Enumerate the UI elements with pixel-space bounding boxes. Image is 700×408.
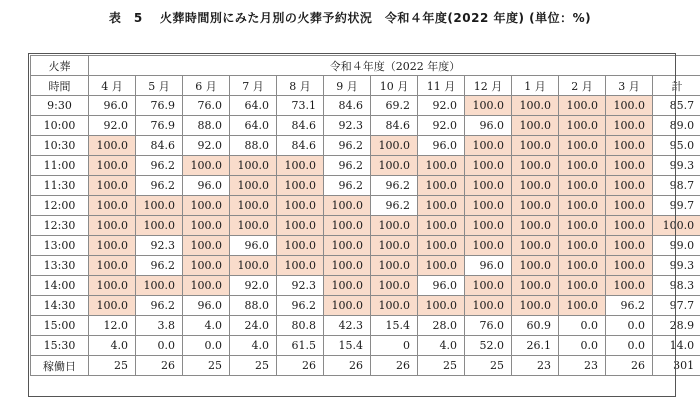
rate-cell: 100.0 [418,296,465,316]
operating-days-cell: 25 [230,356,277,376]
rate-cell: 100.0 [559,236,606,256]
time-label: 12:30 [31,216,89,236]
rate-cell: 100.0 [183,156,230,176]
total-column-header: 計 [653,76,700,96]
total-cell: 89.0 [653,116,700,136]
rate-cell: 15.4 [371,316,418,336]
rate-cell: 96.0 [418,276,465,296]
rate-cell: 100.0 [465,276,512,296]
operating-days-cell: 26 [324,356,371,376]
rate-cell: 92.0 [89,116,136,136]
rate-cell: 96.2 [136,296,183,316]
table-row [31,276,700,296]
rate-cell: 100.0 [465,176,512,196]
rate-cell: 100.0 [371,136,418,156]
rate-cell: 100.0 [324,216,371,236]
rate-cell: 100.0 [512,236,559,256]
rate-cell: 100.0 [559,276,606,296]
rate-cell: 100.0 [512,176,559,196]
rate-cell: 100.0 [606,196,653,216]
rate-cell: 96.2 [324,156,371,176]
rate-cell: 100.0 [136,196,183,216]
rate-cell: 92.0 [418,116,465,136]
rate-cell: 96.2 [324,176,371,196]
total-cell: 99.3 [653,156,700,176]
rate-cell: 0 [371,336,418,356]
month-column-header: 10 月 [371,76,418,96]
operating-days-cell: 26 [606,356,653,376]
rate-cell: 100.0 [465,196,512,216]
rate-cell: 92.0 [230,276,277,296]
total-cell: 14.0 [653,336,700,356]
rate-cell: 92.3 [324,116,371,136]
rate-cell: 100.0 [559,96,606,116]
rate-cell: 4.0 [418,336,465,356]
fiscal-year-header: 令和４年度（2022 年度） [89,56,700,76]
rate-cell: 92.3 [136,236,183,256]
rate-cell: 100.0 [324,276,371,296]
month-column-header: 9 月 [324,76,371,96]
rate-cell: 100.0 [371,156,418,176]
time-label: 12:00 [31,196,89,216]
total-cell: 100.0 [653,216,700,236]
rate-cell: 100.0 [418,236,465,256]
rate-cell: 100.0 [277,176,324,196]
rate-cell: 96.2 [136,156,183,176]
rate-cell: 100.0 [230,216,277,236]
rate-cell: 100.0 [512,296,559,316]
rate-cell: 4.0 [230,336,277,356]
rate-cell: 60.9 [512,316,559,336]
time-label: 14:00 [31,276,89,296]
rate-cell: 24.0 [230,316,277,336]
table-row [31,196,700,216]
rate-cell: 100.0 [89,176,136,196]
operating-days-cell: 26 [277,356,324,376]
month-column-header: 12 月 [465,76,512,96]
rate-cell: 100.0 [606,236,653,256]
rate-cell: 0.0 [606,316,653,336]
rate-cell: 100.0 [89,136,136,156]
rate-cell: 0.0 [606,336,653,356]
rate-cell: 42.3 [324,316,371,336]
rate-cell: 100.0 [606,96,653,116]
rate-cell: 96.0 [89,96,136,116]
month-column-header: 7 月 [230,76,277,96]
rate-cell: 92.3 [277,276,324,296]
month-column-header: 4 月 [89,76,136,96]
rate-cell: 64.0 [230,96,277,116]
cremation-booking-table [30,55,700,376]
rate-cell: 100.0 [89,216,136,236]
rate-cell: 100.0 [512,96,559,116]
rate-cell: 4.0 [89,336,136,356]
rate-cell: 88.0 [230,296,277,316]
header-month-row [31,76,700,96]
rate-cell: 96.0 [230,236,277,256]
rate-cell: 100.0 [559,196,606,216]
rate-cell: 100.0 [512,156,559,176]
rate-cell: 100.0 [465,236,512,256]
rate-cell: 100.0 [559,296,606,316]
rate-cell: 100.0 [512,276,559,296]
time-label: 13:00 [31,236,89,256]
total-cell: 98.3 [653,276,700,296]
table-row [31,256,700,276]
operating-days-cell: 25 [465,356,512,376]
rate-cell: 100.0 [230,176,277,196]
rate-cell: 100.0 [183,216,230,236]
rate-cell: 64.0 [230,116,277,136]
total-cell: 99.0 [653,236,700,256]
rate-cell: 100.0 [418,216,465,236]
rate-cell: 100.0 [89,196,136,216]
rate-cell: 0.0 [136,336,183,356]
table-row [31,296,700,316]
rate-cell: 100.0 [277,156,324,176]
rate-cell: 100.0 [371,216,418,236]
rate-cell: 100.0 [465,96,512,116]
time-label: 11:00 [31,156,89,176]
rate-cell: 100.0 [559,136,606,156]
rate-cell: 26.1 [512,336,559,356]
rate-cell: 92.0 [418,96,465,116]
rate-cell: 100.0 [183,256,230,276]
time-label: 11:30 [31,176,89,196]
table-row [31,216,700,236]
rate-cell: 100.0 [559,256,606,276]
total-cell: 97.7 [653,296,700,316]
rate-cell: 100.0 [89,256,136,276]
rate-cell: 0.0 [559,336,606,356]
rate-cell: 100.0 [465,136,512,156]
operating-days-cell: 25 [89,356,136,376]
rate-cell: 100.0 [324,196,371,216]
month-column-header: 1 月 [512,76,559,96]
rate-cell: 61.5 [277,336,324,356]
table-title: 表 5 火葬時間別にみた月別の火葬予約状況 令和４年度(2022 年度) (単位：%) [108,11,592,25]
rate-cell: 3.8 [136,316,183,336]
rate-cell: 100.0 [277,236,324,256]
time-label: 14:30 [31,296,89,316]
rate-cell: 100.0 [277,196,324,216]
rate-cell: 100.0 [277,256,324,276]
operating-days-label: 稼働日 [31,356,89,376]
rate-cell: 100.0 [512,116,559,136]
month-column-header: 8 月 [277,76,324,96]
rate-cell: 100.0 [89,236,136,256]
operating-days-row [31,356,700,376]
rate-cell: 80.8 [277,316,324,336]
rate-cell: 100.0 [136,216,183,236]
rate-cell: 88.0 [183,116,230,136]
rate-cell: 0.0 [559,316,606,336]
month-column-header: 11 月 [418,76,465,96]
table-row [31,336,700,356]
time-label: 10:00 [31,116,89,136]
total-cell: 99.3 [653,256,700,276]
table-row [31,116,700,136]
rate-cell: 96.0 [418,136,465,156]
rate-cell: 76.0 [465,316,512,336]
rate-cell: 100.0 [324,236,371,256]
rate-cell: 96.2 [324,136,371,156]
rate-cell: 96.2 [371,176,418,196]
operating-days-cell: 23 [559,356,606,376]
rate-cell: 100.0 [230,256,277,276]
rate-cell: 100.0 [418,196,465,216]
operating-days-cell: 301 [653,356,700,376]
rate-cell: 15.4 [324,336,371,356]
rate-cell: 92.0 [183,136,230,156]
rate-cell: 100.0 [512,196,559,216]
rate-cell: 100.0 [606,136,653,156]
corner-header-line2: 時間 [31,76,89,96]
rate-cell: 100.0 [606,116,653,136]
rate-cell: 0.0 [183,336,230,356]
rate-cell: 96.0 [183,296,230,316]
rate-cell: 100.0 [371,276,418,296]
table-row [31,156,700,176]
rate-cell: 96.0 [465,116,512,136]
operating-days-cell: 26 [136,356,183,376]
rate-cell: 100.0 [277,216,324,236]
table-row [31,316,700,336]
rate-cell: 100.0 [606,216,653,236]
table-row [31,136,700,156]
rate-cell: 84.6 [324,96,371,116]
rate-cell: 100.0 [230,196,277,216]
rate-cell: 100.0 [89,276,136,296]
rate-cell: 100.0 [465,156,512,176]
time-label: 13:30 [31,256,89,276]
table-body [31,96,700,376]
time-label: 15:30 [31,336,89,356]
month-column-header: 3 月 [606,76,653,96]
rate-cell: 100.0 [559,216,606,236]
rate-cell: 100.0 [606,156,653,176]
rate-cell: 100.0 [418,156,465,176]
rate-cell: 84.6 [277,136,324,156]
rate-cell: 88.0 [230,136,277,156]
rate-cell: 100.0 [89,156,136,176]
time-label: 9:30 [31,96,89,116]
rate-cell: 100.0 [606,256,653,276]
rate-cell: 4.0 [183,316,230,336]
rate-cell: 96.0 [183,176,230,196]
rate-cell: 84.6 [136,136,183,156]
time-label: 10:30 [31,136,89,156]
rate-cell: 96.2 [606,296,653,316]
table-row [31,236,700,256]
table-row [31,176,700,196]
rate-cell: 96.2 [136,176,183,196]
rate-cell: 100.0 [512,216,559,236]
total-cell: 85.7 [653,96,700,116]
rate-cell: 100.0 [371,236,418,256]
total-cell: 99.7 [653,196,700,216]
rate-cell: 52.0 [465,336,512,356]
rate-cell: 96.2 [371,196,418,216]
rate-cell: 12.0 [89,316,136,336]
rate-cell: 69.2 [371,96,418,116]
header-group-row [31,56,700,76]
month-column-header: 6 月 [183,76,230,96]
rate-cell: 100.0 [418,256,465,276]
rate-cell: 100.0 [183,196,230,216]
rate-cell: 100.0 [136,276,183,296]
rate-cell: 100.0 [606,276,653,296]
total-cell: 98.7 [653,176,700,196]
rate-cell: 100.0 [465,216,512,236]
rate-cell: 100.0 [324,296,371,316]
total-cell: 95.0 [653,136,700,156]
rate-cell: 100.0 [371,256,418,276]
rate-cell: 100.0 [559,116,606,136]
rate-cell: 100.0 [465,296,512,316]
month-column-header: 5 月 [136,76,183,96]
rate-cell: 100.0 [418,176,465,196]
rate-cell: 84.6 [277,116,324,136]
rate-cell: 96.2 [136,256,183,276]
rate-cell: 100.0 [183,276,230,296]
rate-cell: 100.0 [512,136,559,156]
rate-cell: 96.2 [277,296,324,316]
rate-cell: 100.0 [89,296,136,316]
total-cell: 28.9 [653,316,700,336]
table-row [31,96,700,116]
rate-cell: 100.0 [512,256,559,276]
operating-days-cell: 26 [371,356,418,376]
rate-cell: 76.9 [136,116,183,136]
rate-cell: 84.6 [371,116,418,136]
operating-days-cell: 25 [418,356,465,376]
time-label: 15:00 [31,316,89,336]
rate-cell: 100.0 [183,236,230,256]
rate-cell: 100.0 [559,156,606,176]
rate-cell: 96.0 [465,256,512,276]
operating-days-cell: 23 [512,356,559,376]
rate-cell: 100.0 [230,156,277,176]
rate-cell: 76.0 [183,96,230,116]
operating-days-cell: 25 [183,356,230,376]
month-column-header: 2 月 [559,76,606,96]
corner-header-line1: 火葬 [31,56,89,76]
rate-cell: 73.1 [277,96,324,116]
rate-cell: 100.0 [324,256,371,276]
rate-cell: 100.0 [559,176,606,196]
rate-cell: 100.0 [606,176,653,196]
rate-cell: 28.0 [418,316,465,336]
rate-cell: 76.9 [136,96,183,116]
rate-cell: 100.0 [371,296,418,316]
